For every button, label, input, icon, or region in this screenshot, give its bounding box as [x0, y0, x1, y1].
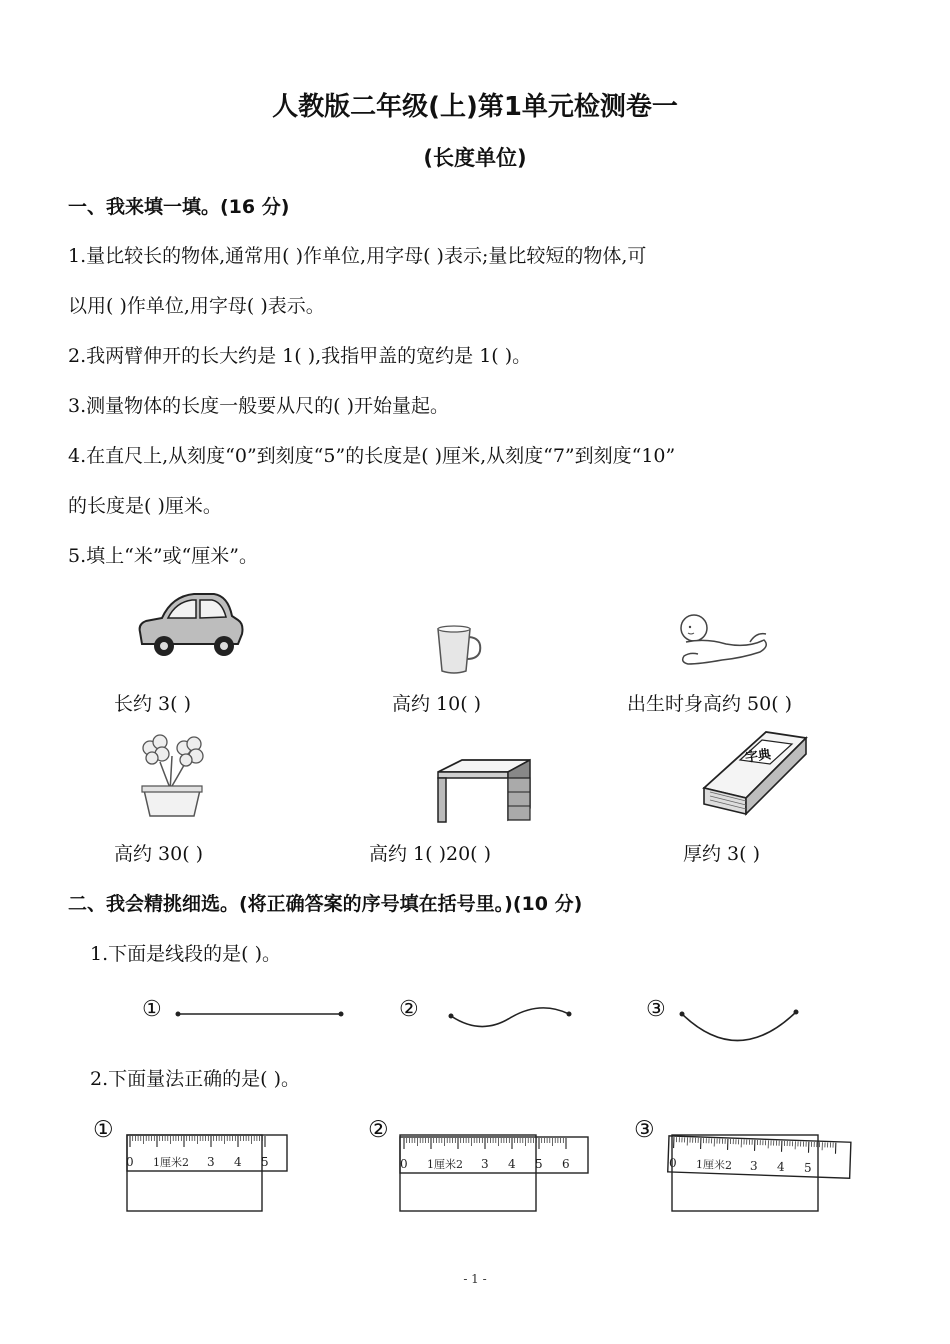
- arc-figure: [676, 1008, 802, 1048]
- section2-question-2: 2.下面量法正确的是( )。: [90, 1068, 300, 1090]
- ruler-label: 4: [776, 1159, 785, 1174]
- ruler-figure-3: [666, 1132, 856, 1214]
- baby-image: [676, 612, 771, 672]
- ruler-label: 6: [562, 1157, 570, 1171]
- section-1-heading: 一、我来填一填。(16 分): [68, 196, 290, 218]
- page-title: 人教版二年级(上)第1单元检测卷一: [272, 92, 678, 122]
- ruler-label: 1厘米2: [695, 1157, 733, 1173]
- ruler-figure-1: [124, 1132, 294, 1214]
- section2-question-1: 1.下面是线段的是( )。: [90, 943, 281, 965]
- ruler-option-2-label: ②: [368, 1117, 389, 1143]
- ruler-label: 3: [207, 1155, 215, 1169]
- dictionary-image: [700, 728, 810, 818]
- cup-image: [434, 625, 486, 677]
- item-flowerpot-caption: 高约 30( ): [114, 843, 204, 865]
- straight-segment-figure: [172, 1005, 347, 1023]
- ruler-label: 0: [668, 1155, 677, 1171]
- item-dictionary-caption: 厚约 3( ): [683, 843, 760, 865]
- ruler-option-1-label: ①: [93, 1117, 114, 1143]
- desk-image: [432, 758, 534, 826]
- question-4-line-1: 4.在直尺上,从刻度“0”到刻度“5”的长度是( )厘米,从刻度“7”到刻度“10”: [68, 445, 676, 467]
- question-1-line-1: 1.量比较长的物体,通常用( )作单位,用字母( )表示;量比较短的物体,可: [68, 245, 647, 267]
- ruler-label: 1厘米2: [427, 1158, 463, 1171]
- item-cup-caption: 高约 10( ): [392, 693, 482, 715]
- ruler-label: 4: [508, 1157, 516, 1171]
- item-baby-caption: 出生时身高约 50( ): [627, 693, 793, 715]
- option-2-label: ②: [399, 997, 419, 1022]
- question-2: 2.我两臂伸开的长大约是 1( ),我指甲盖的宽约是 1( )。: [68, 345, 532, 367]
- question-5: 5.填上“米”或“厘米”。: [68, 545, 258, 567]
- ruler-label: 0: [126, 1155, 134, 1169]
- wavy-curve-figure: [446, 996, 574, 1036]
- ruler-label: 4: [234, 1155, 242, 1169]
- ruler-label: 1厘米2: [153, 1156, 189, 1169]
- dictionary-label: 字典: [744, 747, 772, 766]
- ruler-label: 5: [535, 1157, 543, 1171]
- item-desk-caption: 高约 1( )20( ): [369, 843, 492, 865]
- question-3: 3.测量物体的长度一般要从尺的( )开始量起。: [68, 395, 449, 417]
- page-subtitle: (长度单位): [423, 146, 527, 170]
- ruler-label: 3: [481, 1157, 489, 1171]
- page-number: - 1 -: [463, 1272, 487, 1286]
- ruler-figure-2: [397, 1132, 592, 1214]
- question-4-line-2: 的长度是( )厘米。: [68, 495, 222, 517]
- ruler-label: 5: [261, 1155, 269, 1169]
- question-1-line-2: 以用( )作单位,用字母( )表示。: [68, 295, 325, 317]
- option-1-label: ①: [142, 997, 162, 1022]
- item-car-caption: 长约 3( ): [114, 693, 191, 715]
- ruler-option-3-label: ③: [634, 1117, 655, 1143]
- car-image: [132, 584, 247, 664]
- flowerpot-image: [136, 734, 208, 818]
- ruler-label: 3: [749, 1158, 758, 1174]
- option-3-label: ③: [646, 997, 666, 1022]
- ruler-label: 0: [400, 1157, 408, 1171]
- ruler-label: 5: [803, 1160, 812, 1175]
- section-2-heading: 二、我会精挑细选。(将正确答案的序号填在括号里。)(10 分): [68, 893, 583, 915]
